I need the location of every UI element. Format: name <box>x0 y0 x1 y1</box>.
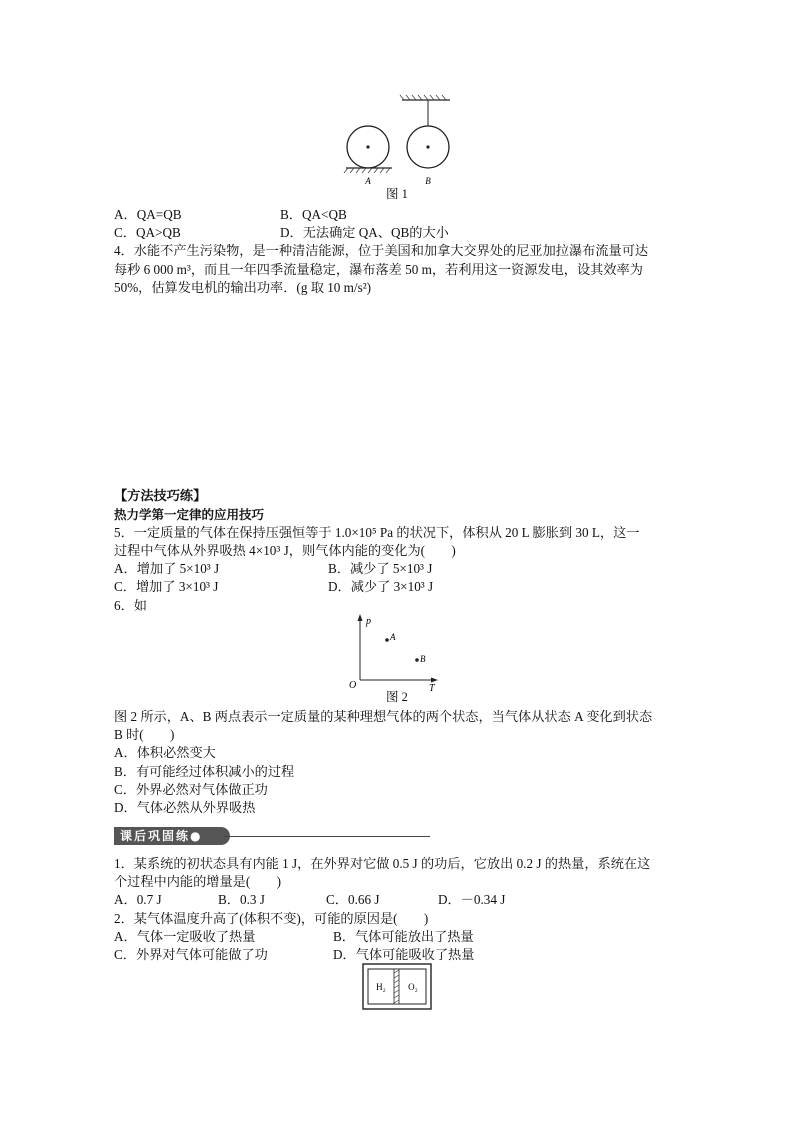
p1-option-b: B．0.3 J <box>218 892 265 907</box>
method-heading: 【方法技巧练】 <box>114 488 207 503</box>
h2-label: H₂ <box>376 982 386 992</box>
q4-line-3: 50%，估算发电机的输出功率．(g 取 10 m/s²) <box>114 280 372 295</box>
origin-label: O <box>349 680 357 691</box>
q5-option-b: B．减少了 5×10³ J <box>328 561 433 576</box>
q6-option-a: A．体积必然变大 <box>114 745 216 760</box>
q3-option-d: D．无法确定 QA、QB的大小 <box>280 225 449 240</box>
axis-t-label: T <box>429 683 435 694</box>
after-class-section-header <box>114 827 430 845</box>
figure-1-caption: 图 1 <box>386 187 408 201</box>
q5-option-a: A．增加了 5×10³ J <box>114 561 220 576</box>
p1-option-c: C．0.66 J <box>326 892 380 907</box>
q5-option-c: C．增加了 3×10³ J <box>114 579 219 594</box>
state-b-label: B <box>420 654 426 664</box>
p2-line-1: 2．某气体温度升高了(体积不变)，可能的原因是( ) <box>114 911 429 926</box>
figure-2-caption: 图 2 <box>386 690 408 704</box>
q5-line-1: 5．一定质量的气体在保持压强恒等于 1.0×10⁵ Pa 的状况下，体积从 20 L 膨胀到 30 L，这一 <box>114 525 640 540</box>
q3-option-b: B．QA<QB <box>280 207 347 222</box>
state-b-point <box>415 658 419 662</box>
p2-option-c: C．外界对气体可能做了功 <box>114 947 268 962</box>
wheel-a-label: A <box>365 176 371 186</box>
p1-option-a: A．0.7 J <box>114 892 162 907</box>
p2-option-d: D．气体可能吸收了热量 <box>333 947 475 962</box>
q4-line-1: 4．水能不产生污染物，是一种清洁能源，位于美国和加拿大交界处的尼亚加拉瀑布流量可达 <box>114 243 649 258</box>
p1-line-2: 个过程中内能的增量是( ) <box>114 874 282 889</box>
gas-container-figure <box>362 963 432 1011</box>
p2-option-a: A．气体一定吸收了热量 <box>114 929 256 944</box>
q6-intro: 6．如 <box>114 598 147 613</box>
o2-label: O₂ <box>408 982 418 992</box>
q6-option-d: D．气体必然从外界吸热 <box>114 800 256 815</box>
state-a-label: A <box>390 632 396 642</box>
figure-1 <box>340 94 460 186</box>
q3-option-c: C．QA>QB <box>114 225 181 240</box>
after-class-tab: 课后巩固练● <box>114 827 230 845</box>
p2-option-b: B．气体可能放出了热量 <box>333 929 474 944</box>
p1-option-d: D．－0.34 J <box>438 892 506 907</box>
p1-line-1: 1．某系统的初状态具有内能 1 J，在外界对它做 0.5 J 的功后，它放出 0.2 J 的热量，系统在这 <box>114 856 651 871</box>
q5-line-2: 过程中气体从外界吸热 4×10³ J，则气体内能的变化为( ) <box>114 543 456 558</box>
q3-option-a: A．QA=QB <box>114 207 182 222</box>
wheel-b-label: B <box>425 176 431 186</box>
state-a-point <box>385 638 389 642</box>
method-subheading: 热力学第一定律的应用技巧 <box>114 508 265 522</box>
q6-line-1: 图 2 所示，A、B 两点表示一定质量的某种理想气体的两个状态，当气体从状态 A 变化到状态 <box>114 709 653 724</box>
q6-option-b: B．有可能经过体积减小的过程 <box>114 764 295 779</box>
section-divider <box>224 836 430 837</box>
q6-option-c: C．外界必然对气体做正功 <box>114 782 268 797</box>
q4-line-2: 每秒 6 000 m³，而且一年四季流量稳定，瀑布落差 50 m，若利用这一资源发电，设其效率为 <box>114 262 643 277</box>
axis-p-label: p <box>366 616 371 627</box>
q5-option-d: D．减少了 3×10³ J <box>328 579 434 594</box>
q6-line-2: B 时( ) <box>114 727 175 742</box>
figure-2-pt-graph <box>350 612 446 692</box>
